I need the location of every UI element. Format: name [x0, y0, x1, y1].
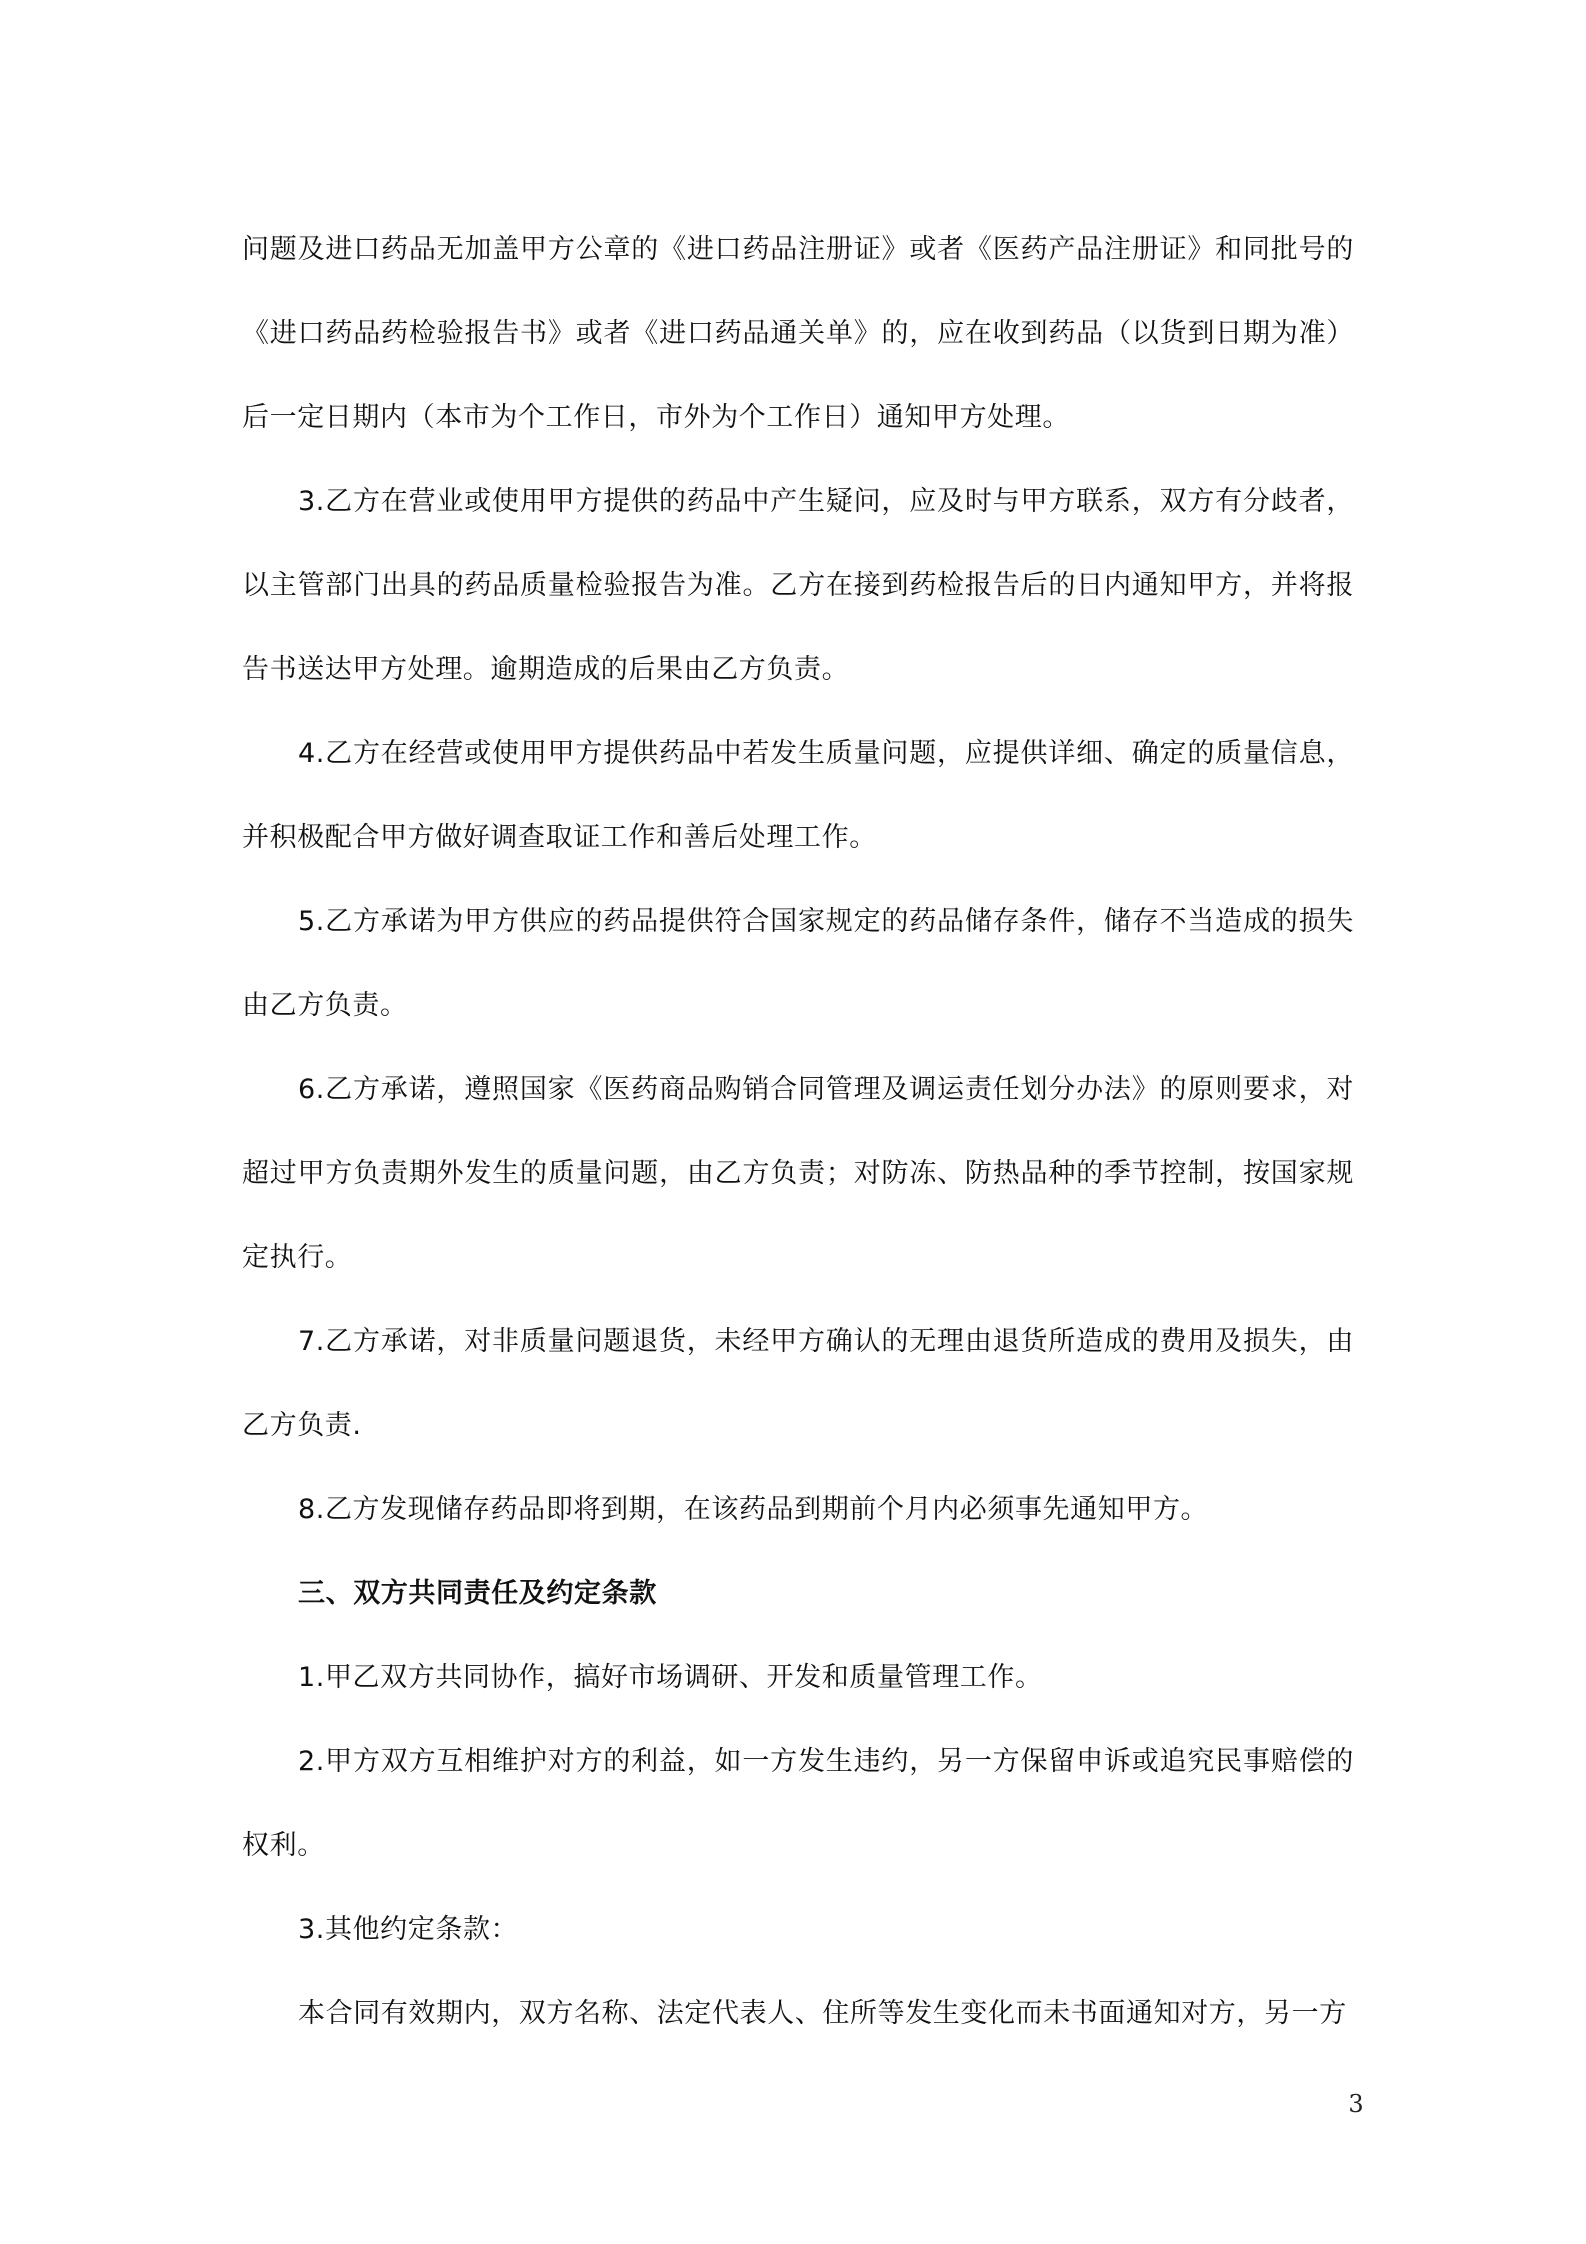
joint-clause-2: 2.甲方双方互相维护对方的利益，如一方发生违约，另一方保留申诉或追究民事赔偿的权利。 [242, 1746, 1354, 1861]
clause-4: 4.乙方在经营或使用甲方提供药品中若发生质量问题，应提供详细、确定的质量信息，并积极配合甲方做好调查取证工作和善后处理工作。 [242, 738, 1354, 853]
clause-7: 7.乙方承诺，对非质量问题退货，未经甲方确认的无理由退货所造成的费用及损失，由乙方负责. [242, 1326, 1354, 1441]
joint-clause-1: 1.甲乙双方共同协作，搞好市场调研、开发和质量管理工作。 [298, 1662, 1043, 1693]
section-heading: 三、双方共同责任及约定条款 [298, 1578, 657, 1609]
clause-8: 8.乙方发现储存药品即将到期，在该药品到期前个月内必须事先通知甲方。 [298, 1494, 1209, 1525]
document-body [242, 208, 1354, 2056]
paragraph-continuation: 问题及进口药品无加盖甲方公章的《进口药品注册证》或者《医药产品注册证》和同批号的《进口药品药检验报告书》或者《进口药品通关单》的，应在收到药品（以货到日期为准）后一定日期内（本市为个工作日，市外为个工作日）通知甲方处理。 [242, 234, 1354, 433]
clause-5: 5.乙方承诺为甲方供应的药品提供符合国家规定的药品储存条件，储存不当造成的损失由乙方负责。 [242, 906, 1354, 1021]
page-number: 3 [1348, 2090, 1364, 2118]
joint-clause-3: 3.其他约定条款： [298, 1914, 519, 1945]
other-terms-paragraph: 本合同有效期内，双方名称、法定代表人、住所等发生变化而未书面通知对方，另一方 [298, 1998, 1347, 2029]
clause-6: 6.乙方承诺，遵照国家《医药商品购销合同管理及调运责任划分办法》的原则要求，对超过甲方负责期外发生的质量问题，由乙方负责；对防冻、防热品种的季节控制，按国家规定执行。 [242, 1074, 1354, 1273]
clause-3: 3.乙方在营业或使用甲方提供的药品中产生疑问，应及时与甲方联系，双方有分歧者，以主管部门出具的药品质量检验报告为准。乙方在接到药检报告后的日内通知甲方，并将报告书送达甲方处理。逾期造成的后果由乙方负责。 [242, 486, 1354, 685]
